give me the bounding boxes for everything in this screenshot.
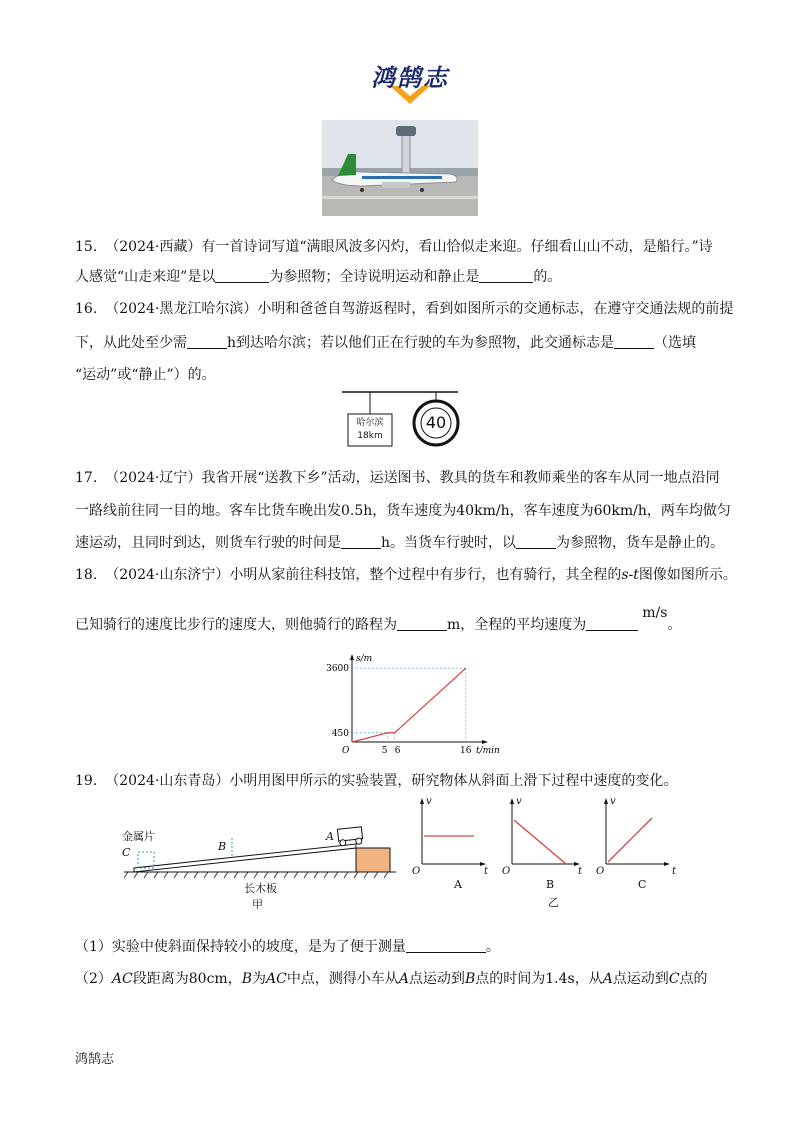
q19-math: B [464, 971, 476, 987]
q19-text: 段距离为 [132, 971, 189, 987]
graph-a-t-label: t [484, 866, 489, 877]
question-source: （2024·辽宁） [105, 470, 202, 486]
q19-text: 点的 [679, 971, 708, 987]
q19-math: C [668, 971, 680, 987]
point-C-label: C [122, 846, 131, 859]
footer-brand: 鸿鹄志 [75, 1052, 115, 1067]
q17-text: 速运动，且同时到达，则货车行驶的时间是 [75, 535, 341, 551]
q16-text: 小明和爸爸自驾游返程时，看到如图所示的交通标志，在遵守交通法规的前提 [257, 301, 734, 317]
q17-text: h。当货车行驶时，以 [381, 535, 517, 551]
q15-text: 人感觉“山走来迎”是以 [75, 269, 216, 285]
logo-text: 鸿鹄志 [371, 64, 449, 92]
point-B-label: B [218, 840, 227, 853]
q16-text: （选填 [654, 335, 697, 351]
answer-blank[interactable] [516, 532, 556, 549]
question-source: （2024·西藏） [105, 239, 202, 255]
series-line [352, 668, 466, 742]
q19-math: 80cm [188, 971, 228, 987]
q18-text: m，全程的平均速度为 [447, 617, 587, 633]
q19-text: 小明用图甲所示的实验装置，研究物体从斜面上滑下过程中速度的变化。 [229, 773, 678, 789]
q19-text: 点运动到 [612, 971, 669, 987]
q19-text: 。 [485, 939, 500, 955]
q18-text: 小明从家前往科技馆，整个过程中有步行，也有骑行，其全程的 [229, 567, 622, 583]
q18-text: 图像如图所示。 [638, 567, 737, 583]
x-axis-label: t/min [476, 746, 500, 756]
q19-text: ，从 [574, 971, 603, 987]
sign-city: 哈尔滨 [356, 418, 384, 428]
q19-text: 中点，测得小车从 [286, 971, 399, 987]
q17-text: 我省开展“送教下乡”活动，运送图书、教具的货车和教师乘坐的客车从同一地点沿同 [201, 470, 720, 486]
q19-math: AC [111, 971, 133, 987]
q19-math: B [241, 971, 252, 987]
q19-text: 点的时间为 [475, 971, 546, 987]
q18-text: 。 [667, 617, 682, 633]
graph-a-label: A [454, 878, 462, 891]
graph-b-t-label: t [578, 866, 583, 877]
graph-b-origin: O [502, 866, 511, 877]
q17-line1 [75, 467, 735, 489]
q15-line2 [75, 266, 735, 288]
q17-text: 为参照物，货车是静止的。 [556, 535, 725, 551]
q19-text: 为 [251, 971, 266, 987]
y-tick-label: 450 [331, 728, 349, 739]
question-number: 18. [75, 567, 98, 583]
q15-text: 为参照物；全诗说明运动和静止是 [269, 269, 480, 285]
question-source: （2024·黑龙江哈尔滨） [105, 301, 258, 317]
answer-blank[interactable] [479, 266, 533, 283]
answer-blank[interactable] [397, 614, 447, 631]
answer-blank[interactable] [586, 614, 638, 631]
q19-math: A [398, 971, 409, 987]
q16-line3: “运动”或“静止”）的。 [75, 367, 216, 383]
q16-line2 [75, 332, 735, 354]
q19-text: （1）实验中使斜面保持较小的坡度，是为了便于测量 [75, 939, 406, 955]
fig-yi-label: 乙 [548, 896, 559, 909]
q16-text: 下，从此处至少需 [75, 335, 187, 351]
point-A-label: A [326, 830, 334, 843]
graph-a-v-label: v [426, 796, 432, 807]
q15-text: 的。 [533, 269, 562, 285]
q17-line2: 一路线前往同一目的地。客车比货车晚出发0.5h，货车速度为40km/h，客车速度为60km/h，两车均做匀 [75, 503, 731, 519]
q19-math: AC [265, 971, 287, 987]
sign-distance: 18km [357, 431, 383, 441]
st-chart [322, 652, 500, 758]
question-number: 15. [75, 239, 98, 255]
q19-sub1 [75, 936, 735, 958]
q18-text: s-t [621, 567, 639, 583]
logo [354, 56, 466, 106]
graph-c-label: C [638, 878, 647, 891]
graph-c-t-label: t [672, 866, 677, 877]
x-tick-label: 6 [394, 746, 401, 756]
origin-label: O [342, 746, 350, 756]
answer-blank[interactable] [341, 532, 381, 549]
answer-blank[interactable] [187, 332, 227, 349]
answer-blank[interactable] [614, 332, 654, 349]
graph-c-origin: O [596, 866, 605, 877]
question-source: （2024·山东青岛） [105, 773, 230, 789]
q19-text: ， [227, 971, 242, 987]
question-source: （2024·山东济宁） [105, 567, 230, 583]
q19-line1 [75, 770, 735, 792]
q19-sub2 [75, 968, 735, 990]
question-number: 17. [75, 470, 98, 486]
graph-a-origin: O [412, 866, 421, 877]
q19-math: A [602, 971, 613, 987]
q15-line1 [75, 236, 735, 258]
airport-photo [322, 120, 478, 216]
q17-line3 [75, 532, 735, 554]
question-number: 19. [75, 773, 98, 789]
x-axis-arrow [482, 740, 488, 744]
q18-line2 [75, 605, 735, 636]
y-tick-label: 3600 [326, 664, 349, 675]
q19-text: （2） [75, 971, 112, 987]
answer-blank[interactable] [406, 936, 486, 953]
q15-text: 有一首诗词写道“满眼风波多闪灼，看山恰似走来迎。仔细看山山不动，是船行。”诗 [201, 239, 713, 255]
answer-blank[interactable] [215, 266, 269, 283]
long-board-label: 长木板 [244, 882, 277, 895]
y-axis-label: s/m [356, 654, 373, 664]
x-tick-label: 16 [460, 746, 472, 756]
y-axis-arrow [350, 654, 354, 660]
graph-b-v-label: v [516, 796, 522, 807]
q19-math: 1.4s [545, 971, 575, 987]
q18-text: 已知骑行的速度比步行的速度大，则他骑行的路程为 [75, 617, 397, 633]
q18-line1 [75, 564, 735, 586]
graph-b-label: B [546, 878, 555, 891]
unit-ms: m/s [642, 605, 668, 621]
q19-text: 点运动到 [408, 971, 465, 987]
q16-line1 [75, 298, 735, 320]
question-number: 16. [75, 301, 98, 317]
vt-graphs [410, 796, 690, 908]
st-chart-svg [322, 652, 500, 758]
fig-jia-label: 甲 [252, 898, 263, 911]
metal-sheet-label: 金属片 [122, 830, 155, 843]
speed-limit-value: 40 [425, 413, 447, 432]
graph-c-v-label: v [610, 796, 616, 807]
q16-text: h到达哈尔滨；若以他们正在行驶的车为参照物，此交通标志是 [227, 335, 615, 351]
incline-figure [120, 800, 400, 910]
x-tick-label: 5 [381, 746, 388, 756]
traffic-sign-figure [340, 388, 464, 450]
